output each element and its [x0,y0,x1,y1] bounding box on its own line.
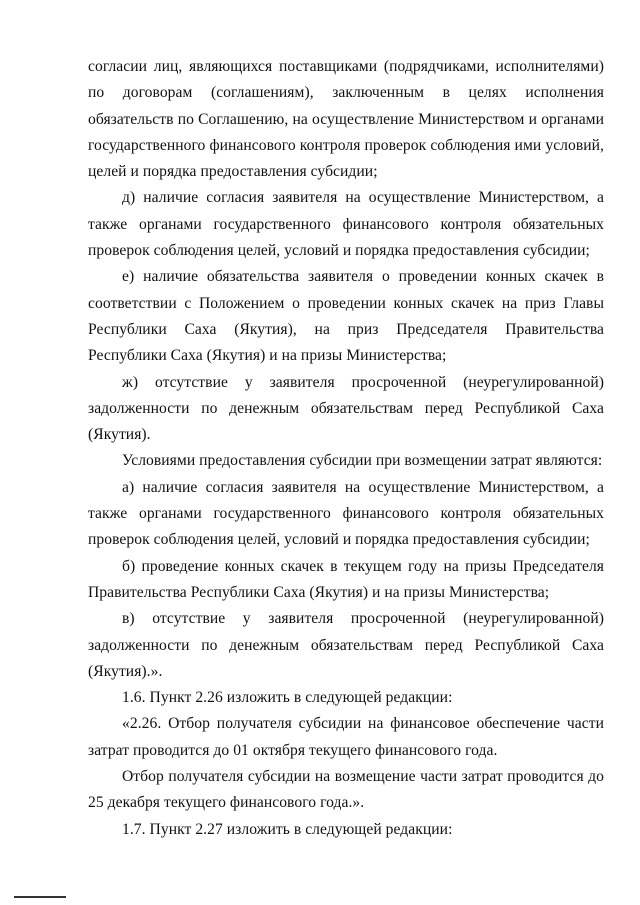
paragraph-clause-1-7: 1.7. Пункт 2.27 изложить в следующей редакции: [122,820,453,838]
paragraph-item-v: в) отсутствие у заявителя просроченной (неурегулированной) задолженности по денежным обязательствам перед Республикой Саха (Якутия).». [88,610,604,680]
footer-rule [14,896,66,898]
paragraph-clause-1-6: 1.6. Пункт 2.26 изложить в следующей редакции: [122,689,453,707]
paragraph-item-a: а) наличие согласия заявителя на осуществление Министерством, а также органами государственного финансового контроля обязательных проверок соблюдения целей, условий и порядка предоставления субсидии; [88,478,604,549]
paragraph-clause-2-26: «2.26. Отбор получателя субсидии на финансовое обеспечение части затрат проводится до 01 октября текущего финансового года. [88,715,604,759]
paragraph-selection-deadline: Отбор получателя субсидии на возмещение части затрат проводится до 25 декабря текущего финансового года.». [88,768,604,812]
paragraph-item-e: е) наличие обязательства заявителя о проведении конных скачек в соответствии с Положением о проведении конных скачек на приз Главы Республики Саха (Якутия), на приз Председателя Правительства Республики Саха (Якутия) и на призы Министерства; [88,268,604,365]
paragraph-consent-suppliers: согласии лиц, являющихся поставщиками (подрядчиками, исполнителями) по договорам (соглашениям), заключенным в целях исполнения обязательств по Соглашению, на осуществление Министерством и органами государственного финансового контроля проверок соблюдения ими условий, целей и порядка предоставления субсидии; [88,58,604,181]
paragraph-reimbursement-conditions: Условиями предоставления субсидии при возмещении затрат являются: [122,452,603,470]
paragraph-item-b: б) проведение конных скачек в текущем году на призы Председателя Правительства Республики Саха (Якутия) и на призы Министерства; [88,557,604,601]
paragraph-item-d: д) наличие согласия заявителя на осуществление Министерством, а также органами государственного финансового контроля обязательных проверок соблюдения целей, условий и порядка предоставления субсидии; [88,189,604,260]
paragraph-item-zh: ж) отсутствие у заявителя просроченной (неурегулированной) задолженности по денежным обязательствам перед Республикой Саха (Якутия). [88,373,604,444]
document-body [88,54,604,843]
